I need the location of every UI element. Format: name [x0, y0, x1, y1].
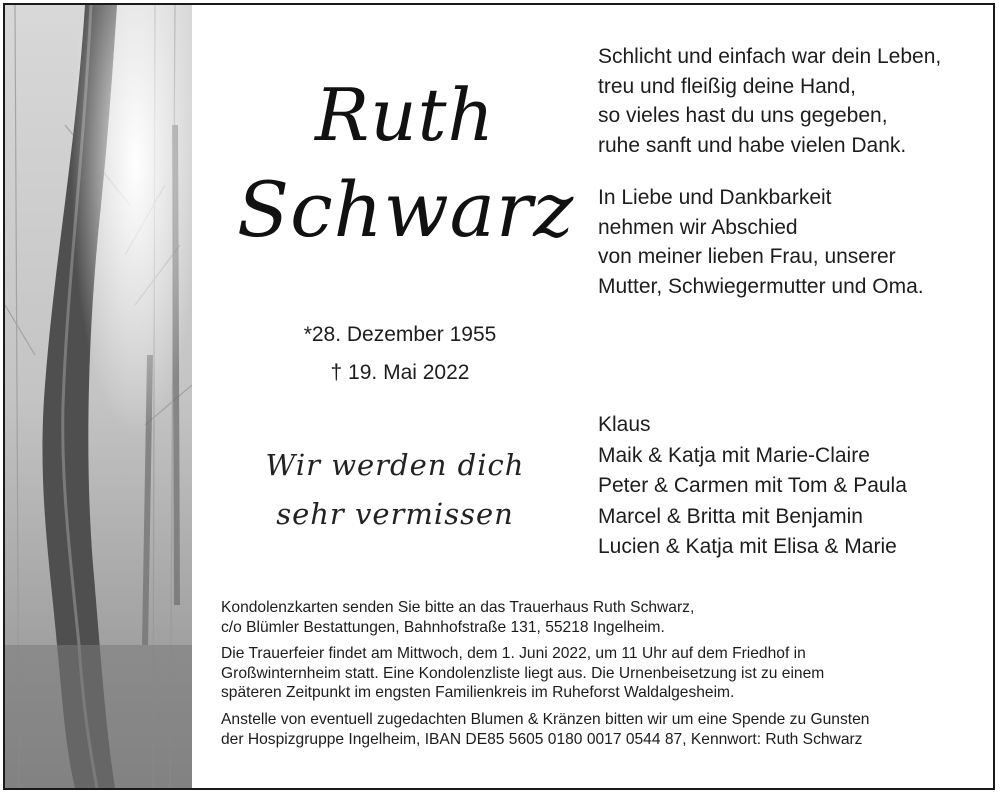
- family-member: Marcel & Britta mit Benjamin: [598, 504, 863, 528]
- note-line: Kondolenzkarten senden Sie bitte an das Trauerhaus Ruth Schwarz,: [221, 599, 695, 616]
- farewell-line: In Liebe und Dankbarkeit: [598, 186, 832, 209]
- birth-date: *28. Dezember 1955: [303, 323, 497, 346]
- poem-line: ruhe sanft und habe vielen Dank.: [598, 133, 907, 157]
- family-member: Lucien & Katja mit Elisa & Marie: [598, 535, 897, 558]
- note-line: späteren Zeitpunkt im engsten Familienkreis im Ruheforst Waldalgesheim.: [221, 684, 735, 702]
- poem: [598, 42, 941, 160]
- notes-section: [221, 598, 981, 756]
- poem-line: so vieles hast du uns gegeben,: [598, 104, 888, 127]
- note-line: Großwinternheim statt. Eine Kondolenzliste liegt aus. Die Urnenbeisetzung ist zu einem: [221, 664, 825, 682]
- first-name: Ruth: [315, 73, 495, 157]
- obituary-frame: [3, 3, 995, 790]
- note-line: der Hospizgruppe Ingelheim, IBAN DE85 5605 0180 0017 0544 87, Kennwort: Ruth Schwarz: [221, 730, 863, 748]
- forest-image: [5, 5, 192, 788]
- motto-line: Wir werden dich: [265, 448, 525, 482]
- note-line: Anstelle von eventuell zugedachten Blumen & Kränzen bitten wir um eine Spende zu Gunsten: [221, 710, 870, 728]
- farewell-line: nehmen wir Abschied: [598, 215, 798, 239]
- note-line: c/o Blümler Bestattungen, Bahnhofstraße 131, 55218 Ingelheim.: [221, 618, 665, 636]
- family-list: [598, 410, 907, 563]
- funeral-note: [221, 644, 981, 703]
- forest-photo: [5, 5, 192, 788]
- poem-line: treu und fleißig deine Hand,: [598, 74, 856, 98]
- death-date: † 19. Mai 2022: [330, 361, 470, 384]
- farewell-line: Mutter, Schwiegermutter und Oma.: [598, 274, 924, 298]
- family-member: Klaus: [598, 413, 651, 436]
- condolence-note: [221, 598, 981, 637]
- motto-line: sehr vermissen: [276, 497, 514, 531]
- note-line: Die Trauerfeier findet am Mittwoch, dem 1. Juni 2022, um 11 Uhr auf dem Friedhof in: [221, 645, 806, 663]
- farewell-text: [598, 183, 924, 301]
- farewell-line: von meiner lieben Frau, unserer: [598, 245, 896, 268]
- family-member: Peter & Carmen mit Tom & Paula: [598, 474, 907, 497]
- poem-line: Schlicht und einfach war dein Leben,: [598, 45, 942, 68]
- family-member: Maik & Katja mit Marie-Claire: [598, 443, 870, 467]
- last-name: Schwarz: [237, 165, 575, 254]
- donation-note: [221, 710, 981, 749]
